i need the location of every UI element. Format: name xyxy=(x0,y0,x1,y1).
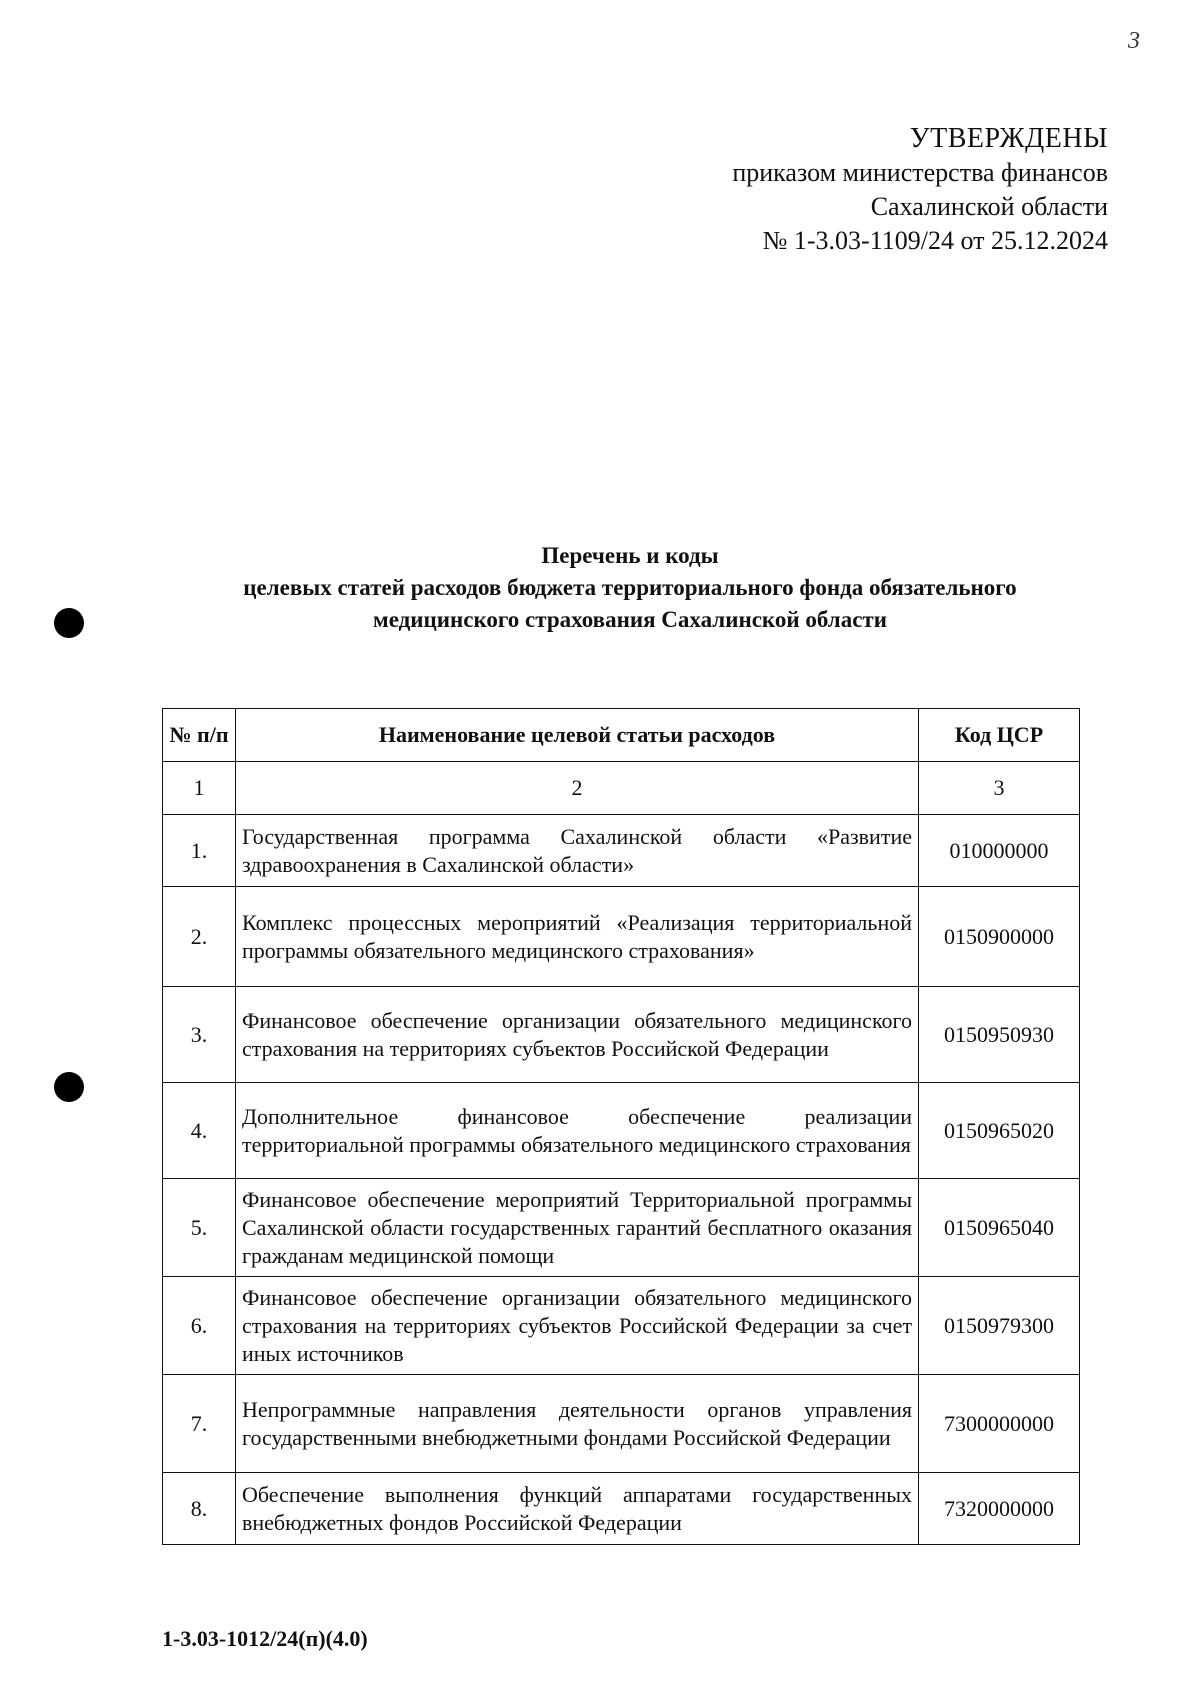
table-row xyxy=(163,1277,1080,1375)
row-number: 1. xyxy=(163,815,236,887)
approval-block xyxy=(732,122,1108,258)
row-code: 7300000000 xyxy=(919,1375,1080,1473)
table-row xyxy=(163,1083,1080,1179)
row-code: 0150965020 xyxy=(919,1083,1080,1179)
table-row xyxy=(163,815,1080,887)
row-number: 5. xyxy=(163,1179,236,1277)
column-number: 2 xyxy=(236,762,919,815)
punch-hole xyxy=(54,1072,84,1102)
punch-hole xyxy=(54,608,84,638)
approval-line-3: № 1-3.03-1109/24 от 25.12.2024 xyxy=(762,226,1108,255)
row-name: Финансовое обеспечение организации обязательного медицинского страхования на территориях субъектов Российской Федерации за счет иных источников xyxy=(236,1277,919,1375)
row-name: Государственная программа Сахалинской области «Развитие здравоохранения в Сахалинской области» xyxy=(236,815,919,887)
table-row xyxy=(163,1473,1080,1545)
row-name: Финансовое обеспечение организации обязательного медицинского страхования на территориях субъектов Российской Федерации xyxy=(236,987,919,1083)
row-number: 8. xyxy=(163,1473,236,1545)
header-code: Код ЦСР xyxy=(919,709,1080,762)
row-code: 0150965040 xyxy=(919,1179,1080,1277)
table-row xyxy=(163,1179,1080,1277)
row-name: Дополнительное финансовое обеспечение реализации территориальной программы обязательного медицинского страхования xyxy=(236,1083,919,1179)
row-code: 0150950930 xyxy=(919,987,1080,1083)
title-line-2: целевых статей расходов бюджета территориального фонда обязательного xyxy=(243,575,1017,600)
table-row xyxy=(163,987,1080,1083)
header-number: № п/п xyxy=(163,709,236,762)
row-code: 0150900000 xyxy=(919,887,1080,987)
row-code: 0150979300 xyxy=(919,1277,1080,1375)
column-number: 3 xyxy=(919,762,1080,815)
document-title xyxy=(130,540,1130,636)
row-number: 4. xyxy=(163,1083,236,1179)
row-number: 6. xyxy=(163,1277,236,1375)
document-number-footer: 1-3.03-1012/24(п)(4.0) xyxy=(162,1626,368,1651)
title-line-3: медицинского страхования Сахалинской области xyxy=(373,607,887,632)
approval-heading: УТВЕРЖДЕНЫ xyxy=(909,123,1108,154)
row-name: Комплекс процессных мероприятий «Реализация территориальной программы обязательного медицинского страхования» xyxy=(236,887,919,987)
table-row xyxy=(163,1375,1080,1473)
header-name: Наименование целевой статьи расходов xyxy=(236,709,919,762)
row-number: 7. xyxy=(163,1375,236,1473)
row-code: 010000000 xyxy=(919,815,1080,887)
row-name: Обеспечение выполнения функций аппаратами государственных внебюджетных фондов Российской Федерации xyxy=(236,1473,919,1545)
column-number-row xyxy=(163,762,1080,815)
approval-line-2: Сахалинской области xyxy=(870,192,1108,221)
row-number: 2. xyxy=(163,887,236,987)
column-number: 1 xyxy=(163,762,236,815)
row-name: Непрограммные направления деятельности органов управления государственными внебюджетными фондами Российской Федерации xyxy=(236,1375,919,1473)
row-number: 3. xyxy=(163,987,236,1083)
approval-line-1: приказом министерства финансов xyxy=(732,158,1108,187)
title-line-1: Перечень и коды xyxy=(541,543,719,568)
row-name: Финансовое обеспечение мероприятий Территориальной программы Сахалинской области государственных гарантий бесплатного оказания гражданам медицинской помощи xyxy=(236,1179,919,1277)
page-number-mark: 3 xyxy=(1128,28,1140,54)
expense-codes-table xyxy=(162,708,1080,1545)
table-header-row xyxy=(163,709,1080,762)
table-row xyxy=(163,887,1080,987)
row-code: 7320000000 xyxy=(919,1473,1080,1545)
